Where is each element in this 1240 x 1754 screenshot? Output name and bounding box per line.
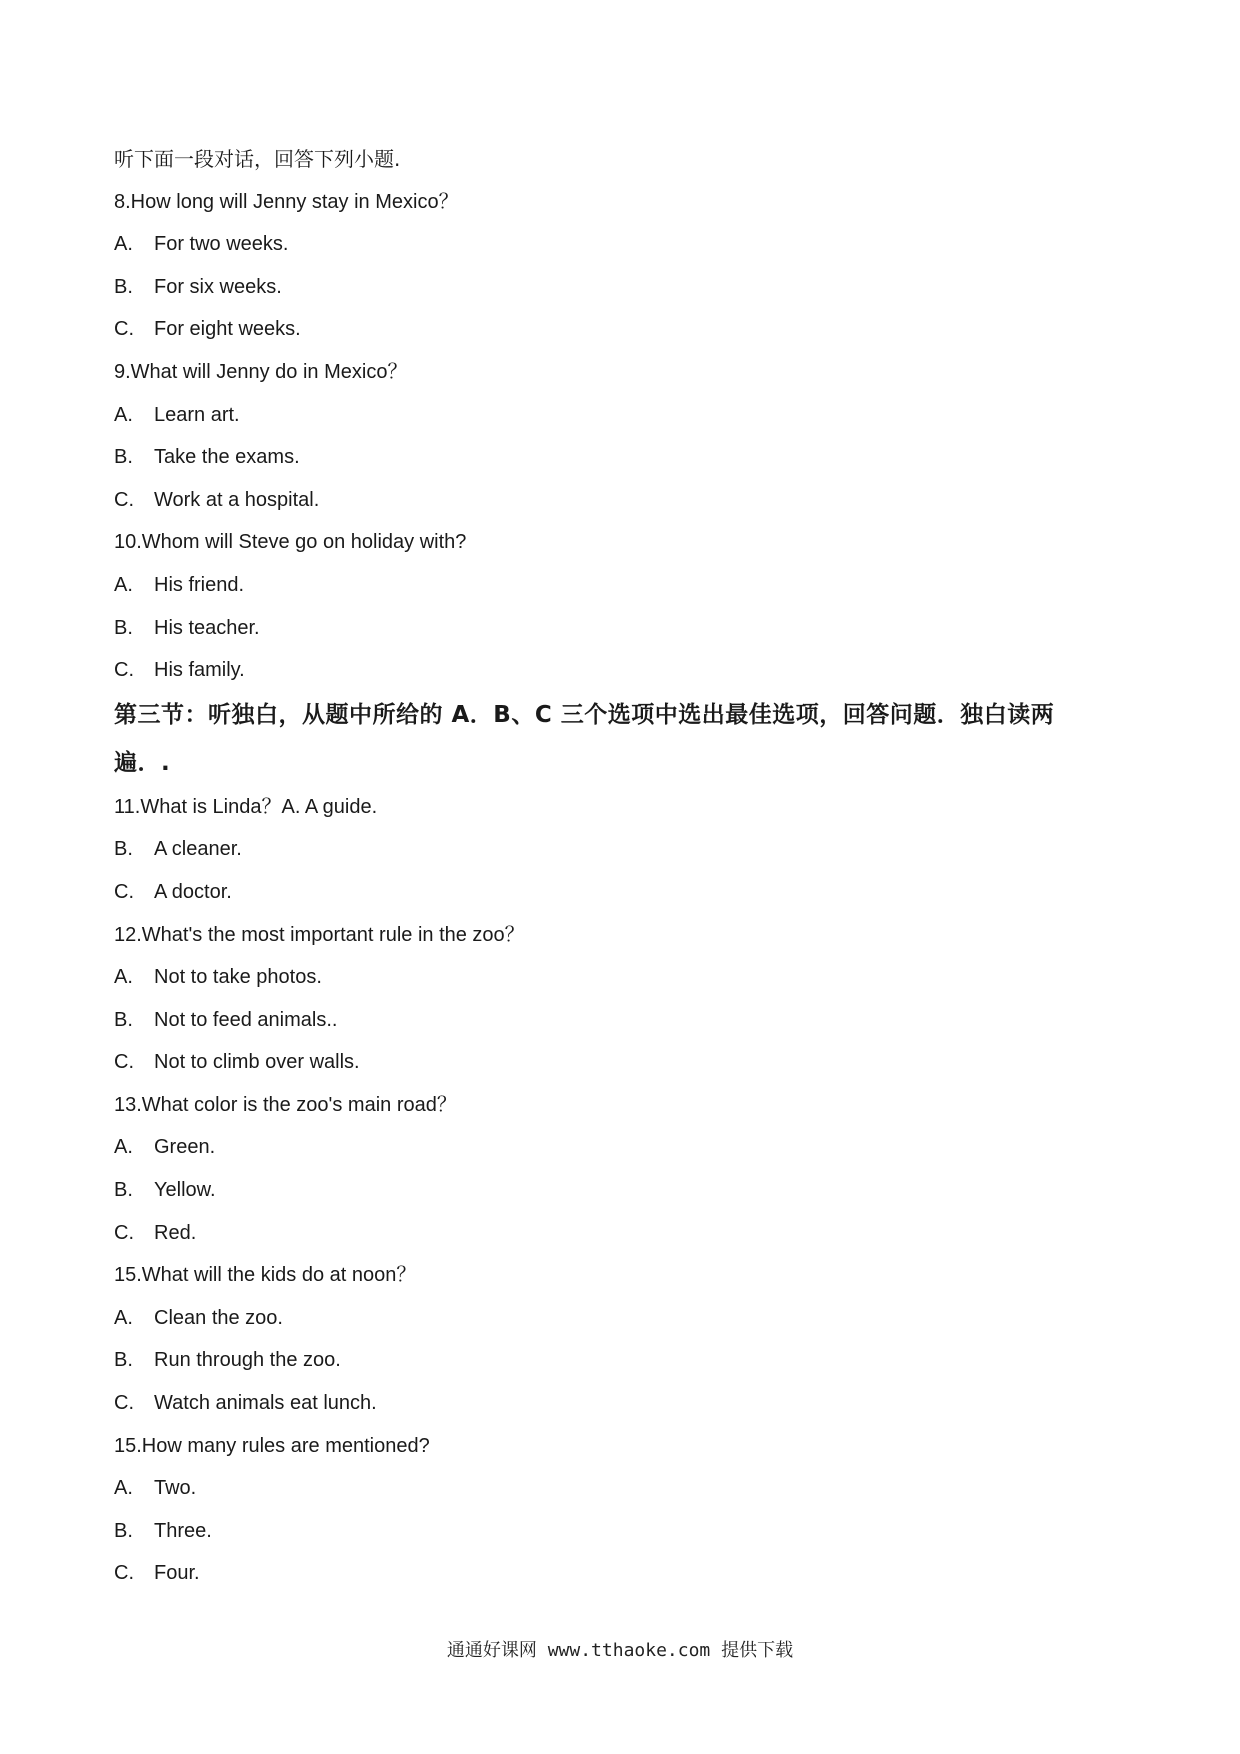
- option-text: A cleaner.: [154, 838, 242, 861]
- page-footer: 通通好课网 www.tthaoke.com 提供下载: [446, 1640, 794, 1661]
- option-letter: A.: [114, 966, 133, 989]
- option-text: Work at a hospital.: [154, 488, 320, 511]
- option-letter: A.: [114, 1136, 133, 1159]
- option-text: Not to feed animals..: [154, 1008, 338, 1031]
- section-heading-line-2: 遍．.: [114, 749, 171, 776]
- option-letter: C.: [114, 1051, 134, 1074]
- option-c: [114, 316, 1124, 342]
- question-11: 11.What is Linda？A. A guide.: [114, 795, 378, 818]
- option-text: His teacher.: [154, 616, 260, 639]
- option-text: For six weeks.: [154, 275, 282, 298]
- question-12: 12.What's the most important rule in the zoo？: [114, 923, 525, 946]
- option-c: [114, 1049, 1124, 1075]
- option-letter: A.: [114, 573, 133, 596]
- option-a: [114, 1305, 1124, 1331]
- question-13: 13.What color is the zoo's main road？: [114, 1093, 457, 1116]
- option-letter: C.: [114, 1562, 134, 1585]
- option-a: [114, 1475, 1124, 1501]
- option-text: His friend.: [154, 573, 245, 596]
- option-a: [114, 1134, 1124, 1160]
- option-b: [114, 836, 1124, 862]
- option-a: [114, 402, 1124, 428]
- option-c: [114, 1220, 1124, 1246]
- option-letter: B.: [114, 838, 133, 861]
- option-letter: C.: [114, 318, 134, 341]
- option-letter: C.: [114, 659, 134, 682]
- option-text: Take the exams.: [154, 446, 300, 469]
- option-letter: C.: [114, 1392, 134, 1415]
- option-letter: B.: [114, 616, 133, 639]
- option-letter: B.: [114, 1519, 133, 1542]
- option-c: [114, 1560, 1124, 1586]
- option-a: [114, 572, 1124, 598]
- option-text: For eight weeks.: [154, 318, 301, 341]
- option-letter: B.: [114, 1349, 133, 1372]
- option-text: For two weeks.: [154, 233, 289, 256]
- option-text: Two.: [154, 1477, 197, 1500]
- option-letter: C.: [114, 880, 134, 903]
- option-letter: A.: [114, 233, 133, 256]
- option-text: Learn art.: [154, 403, 240, 426]
- option-c: [114, 1390, 1124, 1416]
- option-b: [114, 1518, 1124, 1544]
- option-c: [114, 657, 1124, 683]
- option-letter: B.: [114, 275, 133, 298]
- option-text: Run through the zoo.: [154, 1349, 341, 1372]
- option-text: Not to climb over walls.: [154, 1051, 360, 1074]
- question-10: 10.Whom will Steve go on holiday with?: [114, 531, 467, 554]
- section-heading-line-1: 第三节：听独白，从题中所给的 A．B、C 三个选项中选出最佳选项，回答问题．独白读两: [114, 701, 1055, 728]
- option-b: [114, 1177, 1124, 1203]
- option-text: Four.: [154, 1562, 200, 1585]
- section-3-heading: [114, 700, 1124, 778]
- option-text: Not to take photos.: [154, 966, 322, 989]
- dialogue-instruction: 听下面一段对话，回答下列小题.: [114, 147, 401, 171]
- option-text: Three.: [154, 1519, 212, 1542]
- option-b: [114, 444, 1124, 470]
- option-text: Yellow.: [154, 1179, 216, 1202]
- option-b: [114, 1007, 1124, 1033]
- option-text: Green.: [154, 1136, 216, 1159]
- option-b: [114, 615, 1124, 641]
- option-letter: C.: [114, 1221, 134, 1244]
- option-text: Watch animals eat lunch.: [154, 1392, 377, 1415]
- option-letter: A.: [114, 1477, 133, 1500]
- option-text: His family.: [154, 659, 245, 682]
- option-letter: B.: [114, 1008, 133, 1031]
- question-14: 15.What will the kids do at noon？: [114, 1264, 417, 1287]
- option-b: [114, 274, 1124, 300]
- option-letter: B.: [114, 446, 133, 469]
- option-letter: B.: [114, 1179, 133, 1202]
- option-text: Red.: [154, 1221, 197, 1244]
- option-letter: A.: [114, 1306, 133, 1329]
- question-15: 15.How many rules are mentioned?: [114, 1434, 430, 1457]
- page-content: [114, 146, 1124, 1603]
- option-c: [114, 487, 1124, 513]
- option-b: [114, 1347, 1124, 1373]
- question-9: 9.What will Jenny do in Mexico？: [114, 360, 408, 383]
- option-a: [114, 964, 1124, 990]
- option-text: A doctor.: [154, 880, 232, 903]
- option-text: Clean the zoo.: [154, 1306, 283, 1329]
- question-8: 8.How long will Jenny stay in Mexico？: [114, 190, 459, 213]
- option-a: [114, 231, 1124, 257]
- option-c: [114, 879, 1124, 905]
- option-letter: C.: [114, 488, 134, 511]
- option-letter: A.: [114, 403, 133, 426]
